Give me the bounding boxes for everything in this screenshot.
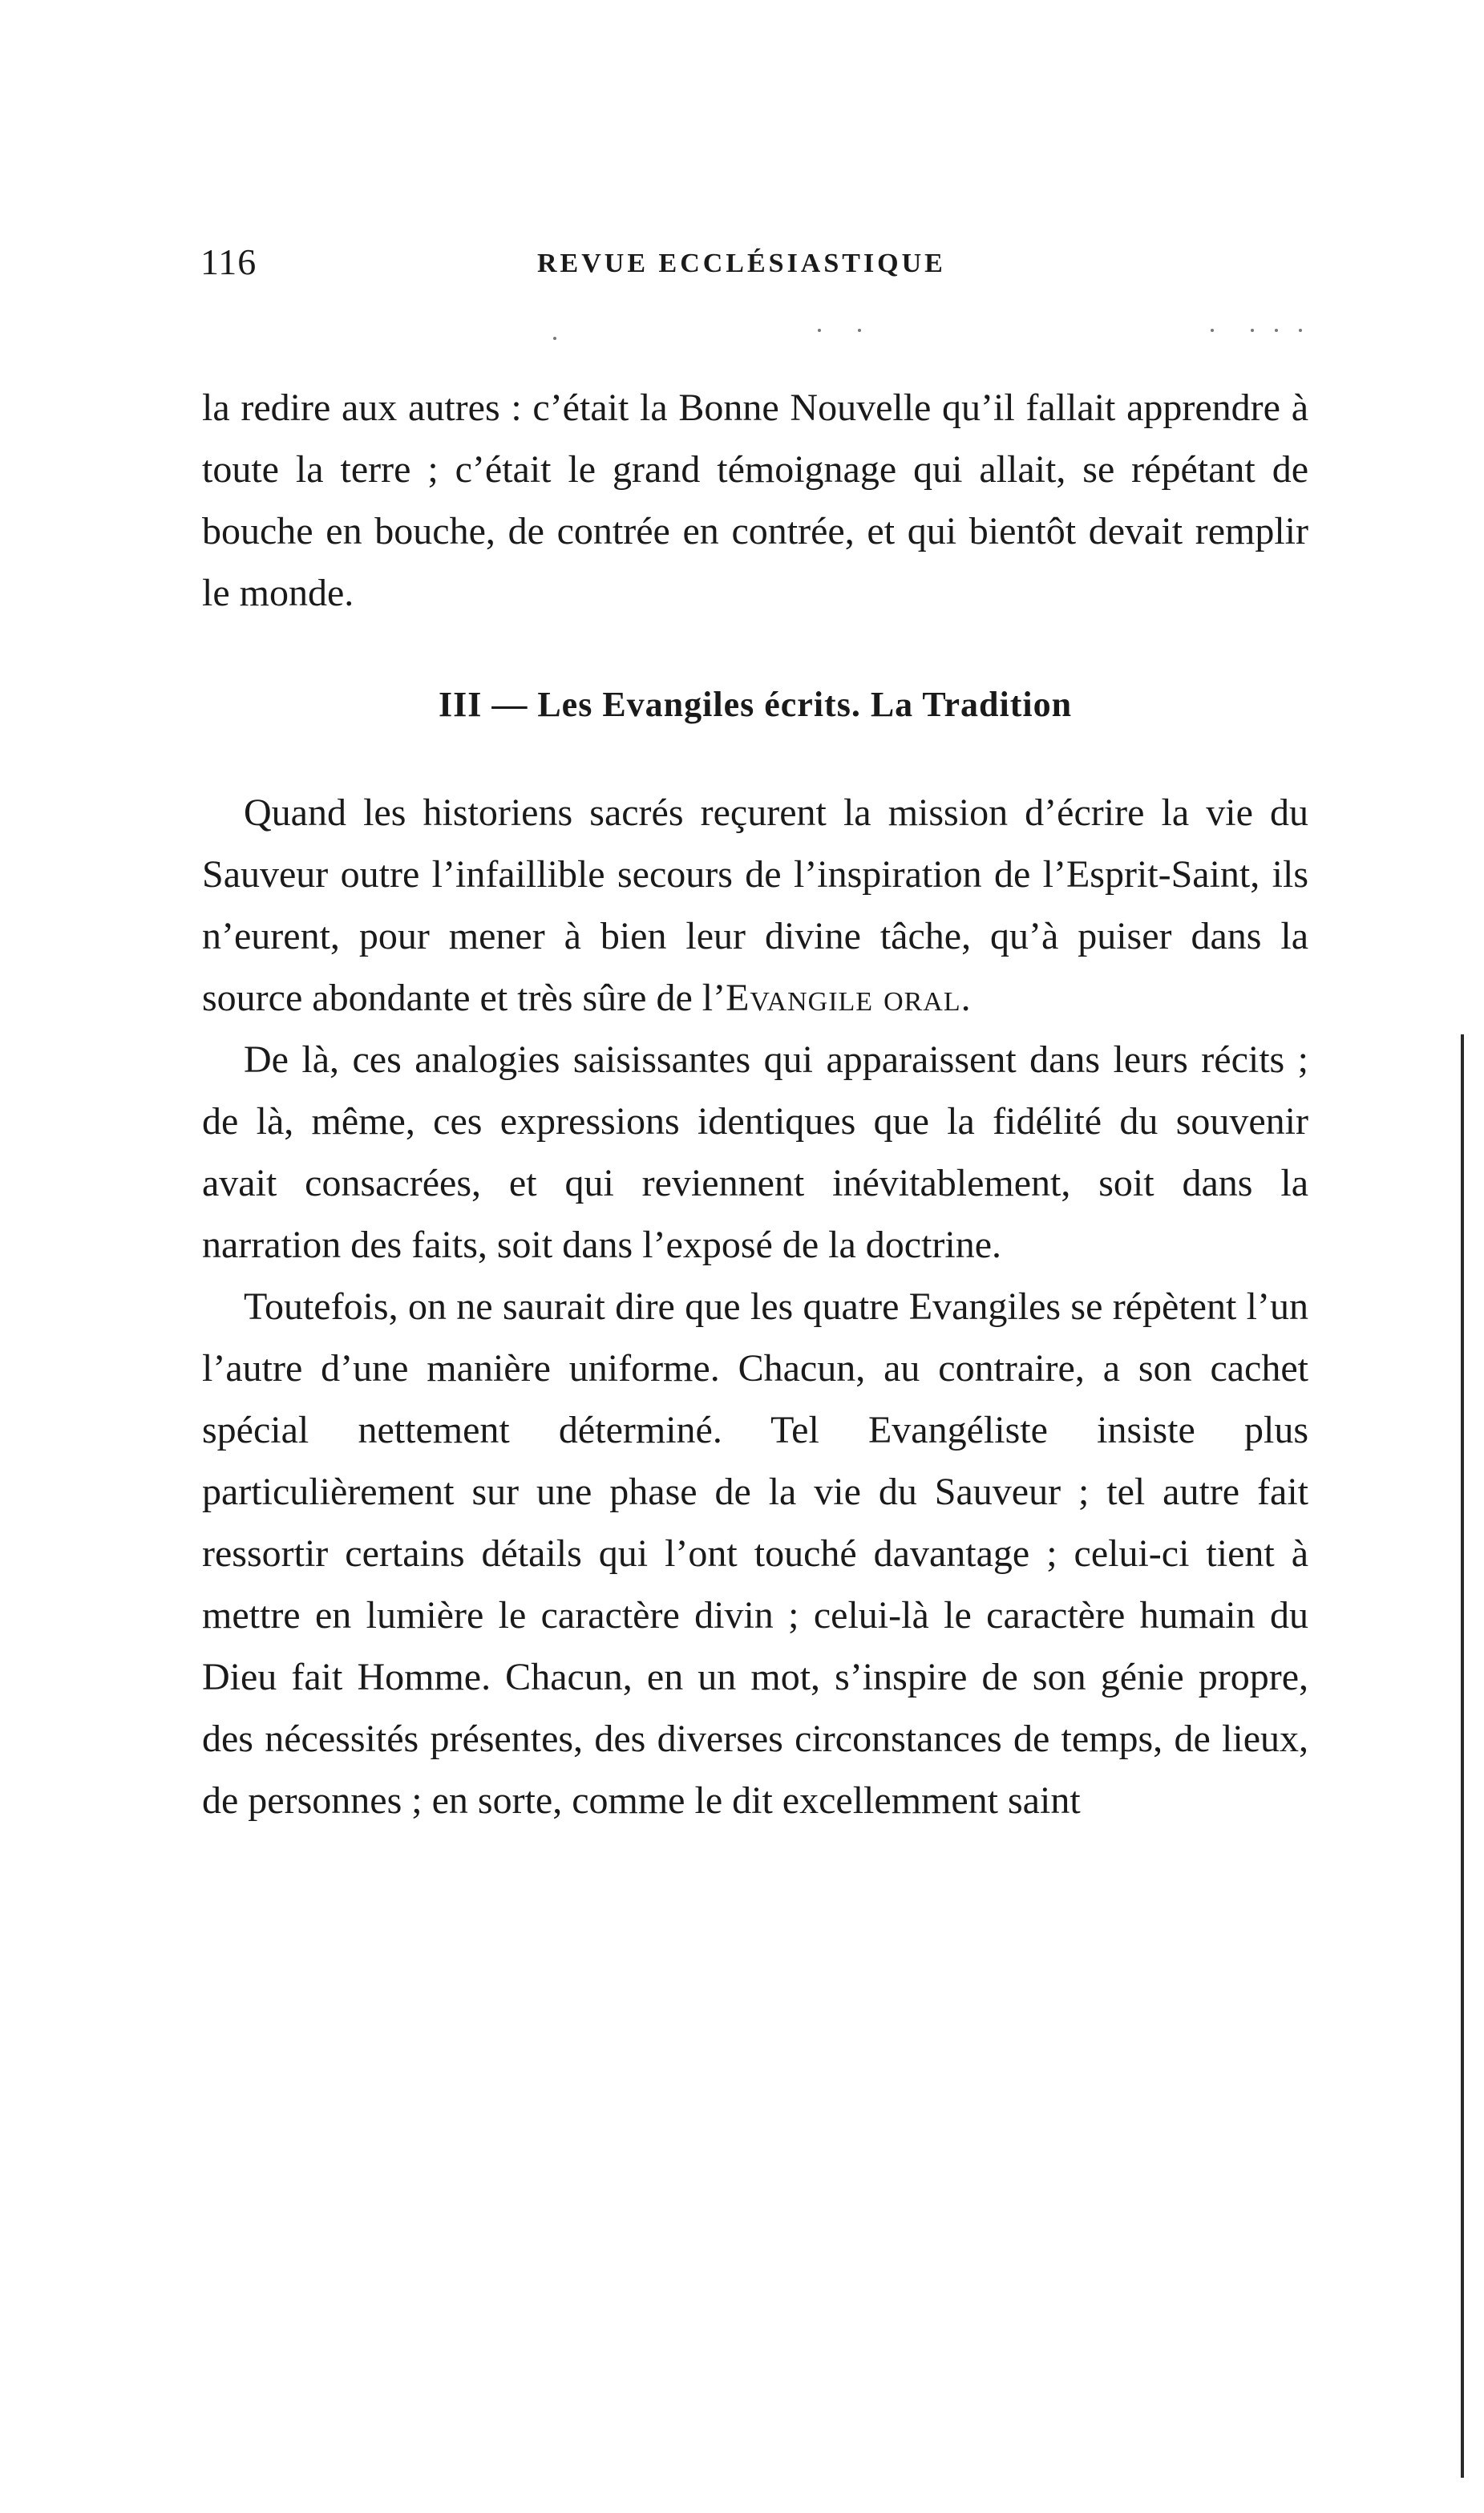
page-header xyxy=(200,241,1307,289)
body-text xyxy=(202,377,1308,1831)
page-number: 116 xyxy=(200,241,257,282)
paragraph-historiens-end: . xyxy=(960,977,971,1019)
running-head: REVUE ECCLÉSIASTIQUE xyxy=(537,249,946,278)
page-edge-line xyxy=(1461,1034,1464,2478)
paragraph-historiens xyxy=(202,782,1308,1029)
evangile-oral-smallcaps: Evangile oral xyxy=(726,977,961,1019)
paragraph-toutefois: Toutefois, on ne saurait dire que les quatre Evangiles se répètent l’un l’autre d’une manière uniforme. Chacun, au contraire, a son cachet spécial nettement déterminé. Tel Evangéliste insiste plus particulièrement sur une phase de la vie du Sauveur ; tel autre fait ressortir certains détails qui l’ont touché davantage ; celui-ci tient à mettre en lumière le caractère divin ; celui-là le caractère humain du Dieu fait Homme. Chacun, en un mot, s’inspire de son génie propre, des nécessités présentes, des diverses circonstances de temps, de lieux, de personnes ; en sorte, comme le dit excellemment saint xyxy=(202,1285,1308,1822)
print-specks xyxy=(529,321,1315,329)
paragraph-continuation: la redire aux autres : c’était la Bonne Nouvelle qu’il fallait apprendre à toute la terre ; c’était le grand témoignage qui allait, se répétant de bouche en bouche, de contrée en contrée, et qui bientôt devait remplir le monde. xyxy=(202,386,1308,614)
paragraph-historiens-text: Quand les historiens sacrés reçurent la mission d’écrire la vie du Sauveur outre l’infaillible secours de l’inspiration de l’Esprit-Saint, ils n’eurent, pour mener à bien leur divine tâche, qu’à puiser dans la source abondante et très sûre de l’ xyxy=(202,791,1308,1019)
paragraph-analogies: De là, ces analogies saisissantes qui apparaissent dans leurs récits ; de là, même, ces expressions identiques que la fidélité du souvenir avait consacrées, et qui reviennent inévitablement, soit dans la narration des faits, soit dans l’exposé de la doctrine. xyxy=(202,1038,1308,1266)
section-heading: III — Les Evangiles écrits. La Tradition xyxy=(438,685,1073,724)
